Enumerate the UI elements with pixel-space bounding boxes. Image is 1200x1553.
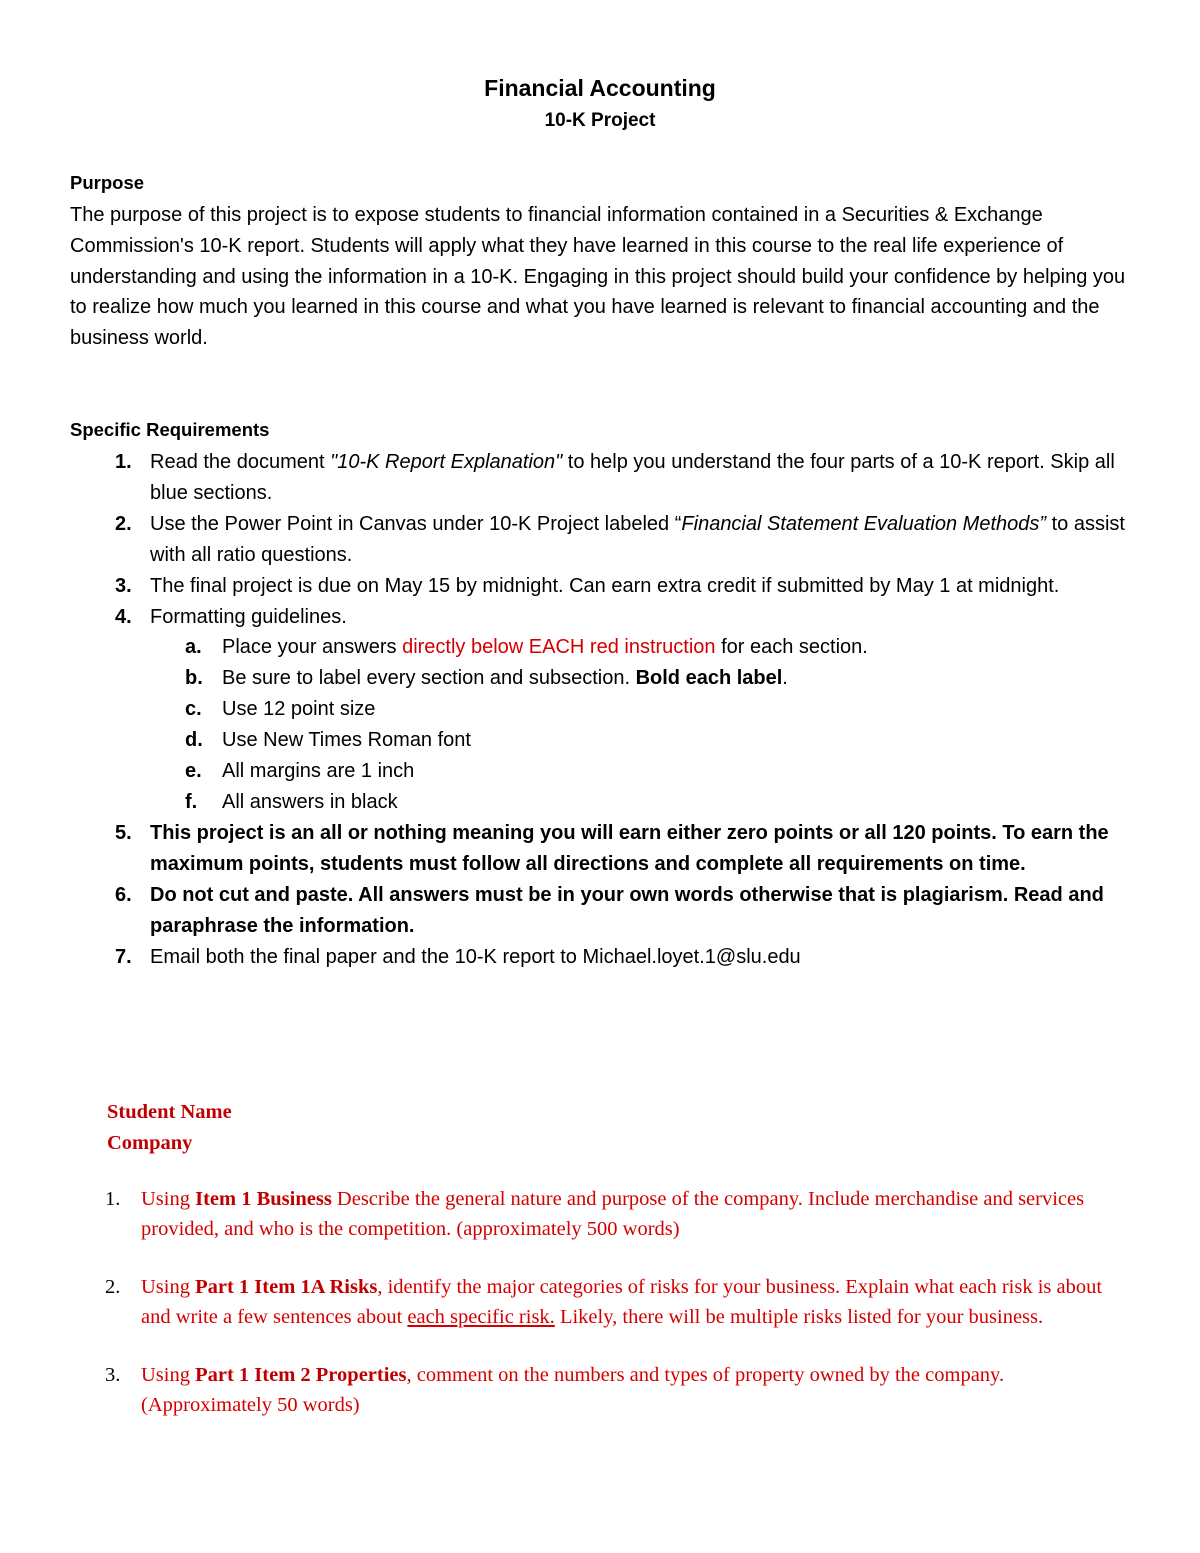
question-text: Likely, there will be multiple risks listed for your business. (554, 1305, 1044, 1328)
requirement-text: Email both the final paper and the 10-K report to Michael.loyet.1@slu.edu (150, 945, 801, 968)
formatting-item (150, 787, 1140, 818)
list-letter: f. (185, 790, 198, 813)
student-block (107, 1097, 232, 1158)
questions-list (105, 1185, 1115, 1449)
purpose-paragraph: The purpose of this project is to expose students to financial information contained in a Securities & Exchange Commission's 10-K report. Students will apply what they have learned in this course to the real life experience of understanding and using the information in a 10-K. Engaging in this project should build your confidence by helping you to realize how much you learned in this course and what you have learned is relevant to financial accounting and the business world. (70, 204, 1126, 350)
requirement-text: Do not cut and paste. All answers must be in your own words otherwise that is plagiarism. Read and paraphrase the information. (150, 883, 1104, 937)
question-text: Using (141, 1188, 196, 1210)
bold-text: Bold each label (635, 667, 783, 690)
requirement-text: The final project is due on May 15 by midnight. Can earn extra credit if submitted by May 1 at midnight. (150, 574, 1060, 597)
formatting-text: Be sure to label every section and subsection. (222, 667, 636, 690)
list-number: 3. (115, 574, 132, 597)
document-subtitle: 10-K Project (544, 110, 656, 131)
formatting-text: . (782, 667, 788, 690)
requirement-item (70, 818, 1140, 880)
question-item (105, 1185, 1115, 1244)
list-number: 4. (115, 605, 132, 628)
list-letter: d. (185, 729, 203, 752)
requirement-text: This project is an all or nothing meaning you will earn either zero points or all 120 points. To earn the maximum points, students must follow all directions and complete all requirements on time. (150, 821, 1109, 875)
list-number: 5. (115, 821, 132, 844)
formatting-text: Use New Times Roman font (222, 729, 471, 752)
list-letter: b. (185, 667, 203, 690)
formatting-item (150, 694, 1140, 725)
list-letter: a. (185, 636, 202, 659)
question-text: Describe the general nature and purpose of the company. Include merchandise and services provided, and who is the competition. (approximately 500 words) (141, 1188, 1085, 1240)
requirements-list (70, 447, 1140, 972)
company-label: Company (107, 1131, 193, 1154)
list-number: 7. (115, 945, 132, 968)
requirement-item (70, 447, 1140, 509)
list-number: 2. (115, 512, 132, 535)
formatting-text: All answers in black (222, 790, 398, 813)
requirement-text: Use the Power Point in Canvas under 10-K Project labeled “ (150, 512, 682, 535)
question-item (105, 1361, 1115, 1420)
formatting-text: Use 12 point size (222, 698, 376, 721)
question-section-ref: Part 1 Item 1A Risks (195, 1276, 378, 1298)
list-number: 1. (115, 451, 132, 473)
powerpoint-title-ref: Financial Statement Evaluation Methods” (681, 512, 1047, 535)
question-section-ref: Item 1 Business (195, 1188, 332, 1210)
document-title-ref: "10-K Report Explanation" (330, 451, 563, 473)
formatting-sublist (150, 632, 1140, 817)
formatting-text: Place your answers (222, 636, 403, 659)
document-title: Financial Accounting (484, 75, 716, 101)
red-highlight-text: directly below EACH red instruction (402, 636, 716, 659)
requirement-item (70, 942, 1140, 973)
question-number: 2. (105, 1276, 121, 1298)
formatting-item (150, 725, 1140, 756)
formatting-item (150, 632, 1140, 663)
requirement-text: to assist with all ratio questions. (150, 512, 1125, 566)
requirement-item (70, 509, 1140, 571)
question-text: , comment on the numbers and types of property owned by the company. (Approximately 50 words) (141, 1364, 1005, 1416)
list-number: 6. (115, 883, 132, 906)
requirement-item (70, 602, 1140, 818)
question-section-ref: Part 1 Item 2 Properties (195, 1364, 407, 1386)
purpose-heading: Purpose (70, 172, 145, 193)
question-text: Using (141, 1364, 196, 1386)
requirement-text: Read the document (150, 451, 331, 473)
question-number: 3. (105, 1364, 121, 1386)
formatting-text: for each section. (715, 636, 868, 659)
formatting-item (150, 663, 1140, 694)
list-letter: c. (185, 698, 202, 721)
list-letter: e. (185, 760, 202, 783)
requirement-text: Formatting guidelines. (150, 605, 347, 628)
question-number: 1. (105, 1188, 121, 1210)
question-text: , identify the major categories of risks for your business. Explain what each risk is about and write a few sentences about (141, 1276, 1103, 1328)
question-text: Using (141, 1276, 196, 1298)
requirements-heading: Specific Requirements (70, 419, 270, 440)
student-name-label: Student Name (107, 1101, 232, 1123)
requirement-item (70, 880, 1140, 942)
question-item (105, 1273, 1115, 1332)
formatting-text: All margins are 1 inch (222, 760, 415, 783)
requirement-item (70, 571, 1140, 602)
formatting-item (150, 756, 1140, 787)
requirement-text: to help you understand the four parts of a 10-K report. Skip all blue sections. (150, 451, 1115, 504)
underlined-text: each specific risk. (407, 1305, 555, 1328)
